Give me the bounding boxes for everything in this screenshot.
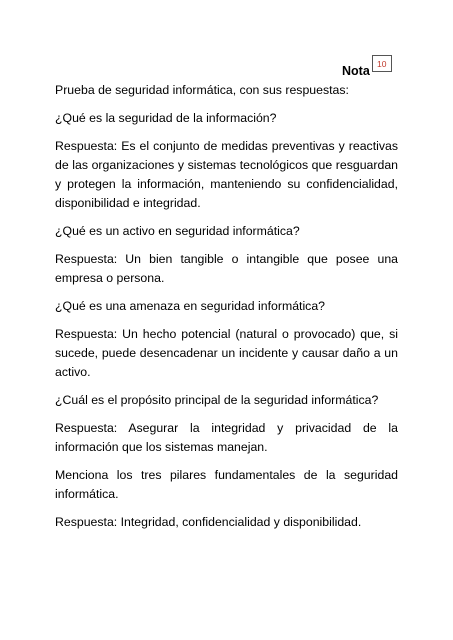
question-1: ¿Qué es la seguridad de la información? [55,111,277,125]
question-4: ¿Cuál es el propósito principal de la seguridad informática? [55,393,379,407]
answer-5: Respuesta: Integridad, confidencialidad y disponibilidad. [55,515,362,529]
answer-1: Respuesta: Es el conjunto de medidas preventivas y reactivas de las organizaciones y sistemas tecnológicos que resguardan y protegen la información, manteniendo su confidencialidad, disponibilidad e integridad. [55,139,398,210]
grade-stamp [342,56,392,78]
intro-line: Prueba de seguridad informática, con sus respuestas: [55,83,349,97]
answer-4: Respuesta: Asegurar la integridad y privacidad de la información que los sistemas manejan. [55,421,398,454]
answer-2: Respuesta: Un bien tangible o intangible que posee una empresa o persona. [55,252,398,285]
document-body [55,81,398,541]
answer-3: Respuesta: Un hecho potencial (natural o provocado) que, si sucede, puede desencadenar un incidente y causar daño a un activo. [55,327,398,379]
question-3: ¿Qué es una amenaza en seguridad informática? [55,299,326,313]
grade-value-box: 10 [372,55,392,72]
grade-label: Nota [342,64,370,78]
question-2: ¿Qué es un activo en seguridad informática? [55,224,300,238]
question-5: Menciona los tres pilares fundamentales de la seguridad informática. [55,468,398,501]
